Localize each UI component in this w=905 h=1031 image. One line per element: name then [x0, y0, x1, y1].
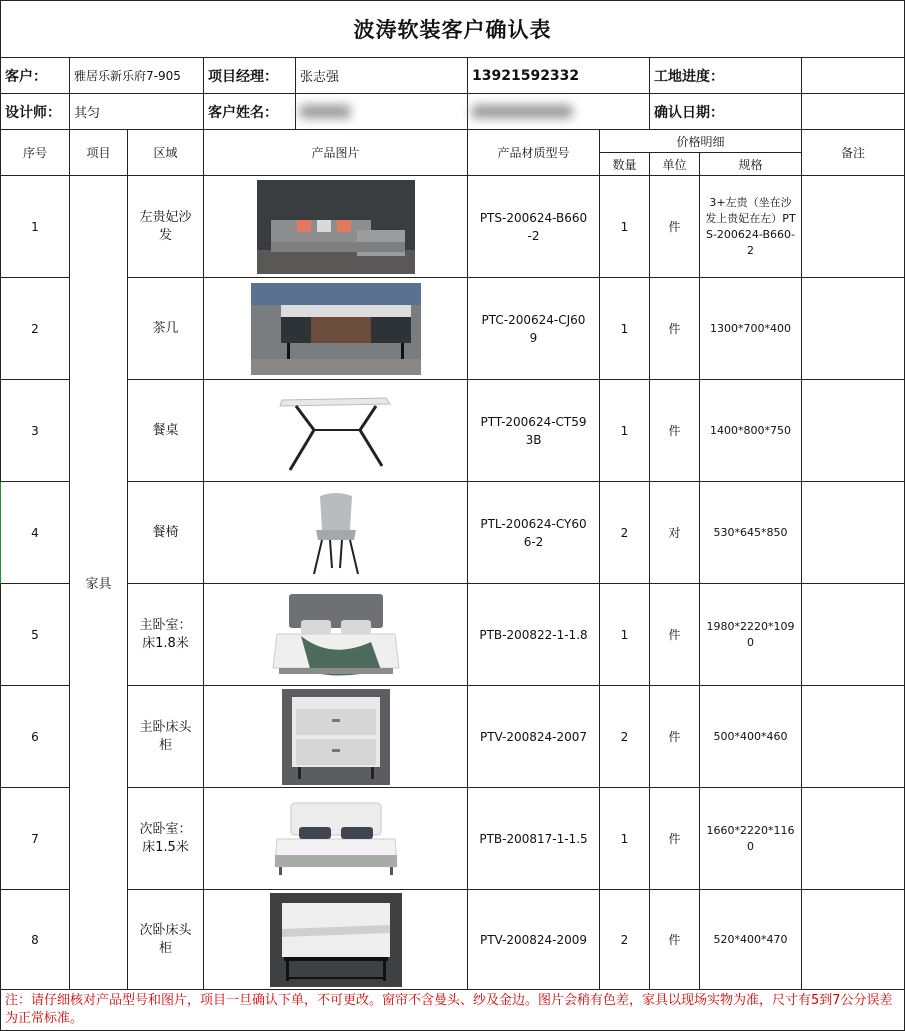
row-model: PTT-200624-CT593B	[468, 380, 600, 482]
row-area: 主卧室：床1.8米	[128, 584, 204, 686]
header-seq: 序号	[0, 130, 70, 176]
row-seq: 2	[0, 278, 70, 380]
row-unit: 件	[650, 584, 700, 686]
header-unit: 单位	[650, 153, 700, 176]
row-qty: 1	[600, 176, 650, 278]
designer-value: 其匀	[70, 94, 204, 130]
progress-label: 工地进度：	[650, 58, 802, 94]
row-image-cell	[204, 380, 468, 482]
row-unit: 件	[650, 176, 700, 278]
row-remark	[802, 686, 905, 788]
progress-value	[802, 58, 905, 94]
sofa-image	[257, 180, 415, 274]
row-qty: 2	[600, 890, 650, 990]
row-area: 茶几	[128, 278, 204, 380]
row-seq: 5	[0, 584, 70, 686]
row-seq: 8	[0, 890, 70, 990]
row-image-cell	[204, 584, 468, 686]
row-area: 次卧室：床1.5米	[128, 788, 204, 890]
row-seq: 1	[0, 176, 70, 278]
row-qty: 2	[600, 482, 650, 584]
nightstand-image	[282, 689, 390, 785]
row-unit: 件	[650, 380, 700, 482]
header-image: 产品图片	[204, 130, 468, 176]
row-model: PTV-200824-2007	[468, 686, 600, 788]
header-model: 产品材质型号	[468, 130, 600, 176]
row-remark	[802, 278, 905, 380]
client-name-value: ▇▇▇▇▇	[296, 94, 468, 130]
row-image-cell	[204, 176, 468, 278]
header-area: 区域	[128, 130, 204, 176]
row-seq: 3	[0, 380, 70, 482]
row-model: PTB-200822-1-1.8	[468, 584, 600, 686]
header-item: 项目	[70, 130, 128, 176]
row-remark	[802, 176, 905, 278]
header-remark: 备注	[802, 130, 905, 176]
row-image-cell	[204, 890, 468, 990]
customer-value: 雅居乐新乐府7-905	[70, 58, 204, 94]
row-unit: 对	[650, 482, 700, 584]
footer-note: 注：请仔细核对产品型号和图片，项目一旦确认下单，不可更改。窗帘不含曼头、纱及金边。图片会稍有色差，家具以现场实物为准，尺寸有5到7公分误差为正常标准。	[0, 990, 905, 1031]
row-area: 餐椅	[128, 482, 204, 584]
dining-table-image	[276, 390, 396, 472]
row-image-cell	[204, 788, 468, 890]
second-bed-image	[273, 799, 399, 879]
row-image-cell	[204, 686, 468, 788]
row-remark	[802, 584, 905, 686]
client-name-label: 客户姓名：	[204, 94, 296, 130]
row-qty: 1	[600, 278, 650, 380]
second-nightstand-image	[270, 893, 402, 987]
row-spec: 500*400*460	[700, 686, 802, 788]
row-area: 餐桌	[128, 380, 204, 482]
row-seq: 4	[0, 482, 70, 584]
row-spec: 3+左贵（坐在沙发上贵妃在左）PTS-200624-B660-2	[700, 176, 802, 278]
row-model: PTB-200817-1-1.5	[468, 788, 600, 890]
row-qty: 2	[600, 686, 650, 788]
row-remark	[802, 482, 905, 584]
row-spec: 1300*700*400	[700, 278, 802, 380]
row-spec: 530*645*850	[700, 482, 802, 584]
row-seq: 6	[0, 686, 70, 788]
confirm-date-value	[802, 94, 905, 130]
row-area: 次卧床头柜	[128, 890, 204, 990]
row-qty: 1	[600, 788, 650, 890]
row-spec: 1400*800*750	[700, 380, 802, 482]
row-unit: 件	[650, 890, 700, 990]
row-unit: 件	[650, 278, 700, 380]
confirm-date-label: 确认日期：	[650, 94, 802, 130]
row-model: PTS-200624-B660-2	[468, 176, 600, 278]
row-unit: 件	[650, 788, 700, 890]
row-spec: 520*400*470	[700, 890, 802, 990]
group-label: 家具	[70, 176, 128, 990]
master-bed-image	[271, 590, 401, 680]
row-unit: 件	[650, 686, 700, 788]
header-qty: 数量	[600, 153, 650, 176]
row-remark	[802, 788, 905, 890]
row-qty: 1	[600, 380, 650, 482]
row-area: 主卧床头柜	[128, 686, 204, 788]
row-seq: 7	[0, 788, 70, 890]
phone-value: 13921592332	[468, 58, 650, 94]
header-spec: 规格	[700, 153, 802, 176]
row-spec: 1980*2220*1090	[700, 584, 802, 686]
dining-chair-image	[306, 490, 366, 576]
row-model: PTL-200624-CY606-2	[468, 482, 600, 584]
row-image-cell	[204, 278, 468, 380]
sheet-title: 波涛软装客户确认表	[0, 0, 905, 58]
row-qty: 1	[600, 584, 650, 686]
row-remark	[802, 890, 905, 990]
row-model: PTC-200624-CJ609	[468, 278, 600, 380]
row-area: 左贵妃沙发	[128, 176, 204, 278]
row-remark	[802, 380, 905, 482]
customer-label: 客户：	[0, 58, 70, 94]
row-model: PTV-200824-2009	[468, 890, 600, 990]
row-spec: 1660*2220*1160	[700, 788, 802, 890]
coffee-table-image	[251, 283, 421, 375]
designer-label: 设计师：	[0, 94, 70, 130]
pm-value: 张志强	[296, 58, 468, 94]
client-phone-value: ▇▇▇▇▇▇▇▇▇▇	[468, 94, 650, 130]
row-image-cell	[204, 482, 468, 584]
pm-label: 项目经理：	[204, 58, 296, 94]
header-price-detail: 价格明细	[600, 130, 802, 153]
